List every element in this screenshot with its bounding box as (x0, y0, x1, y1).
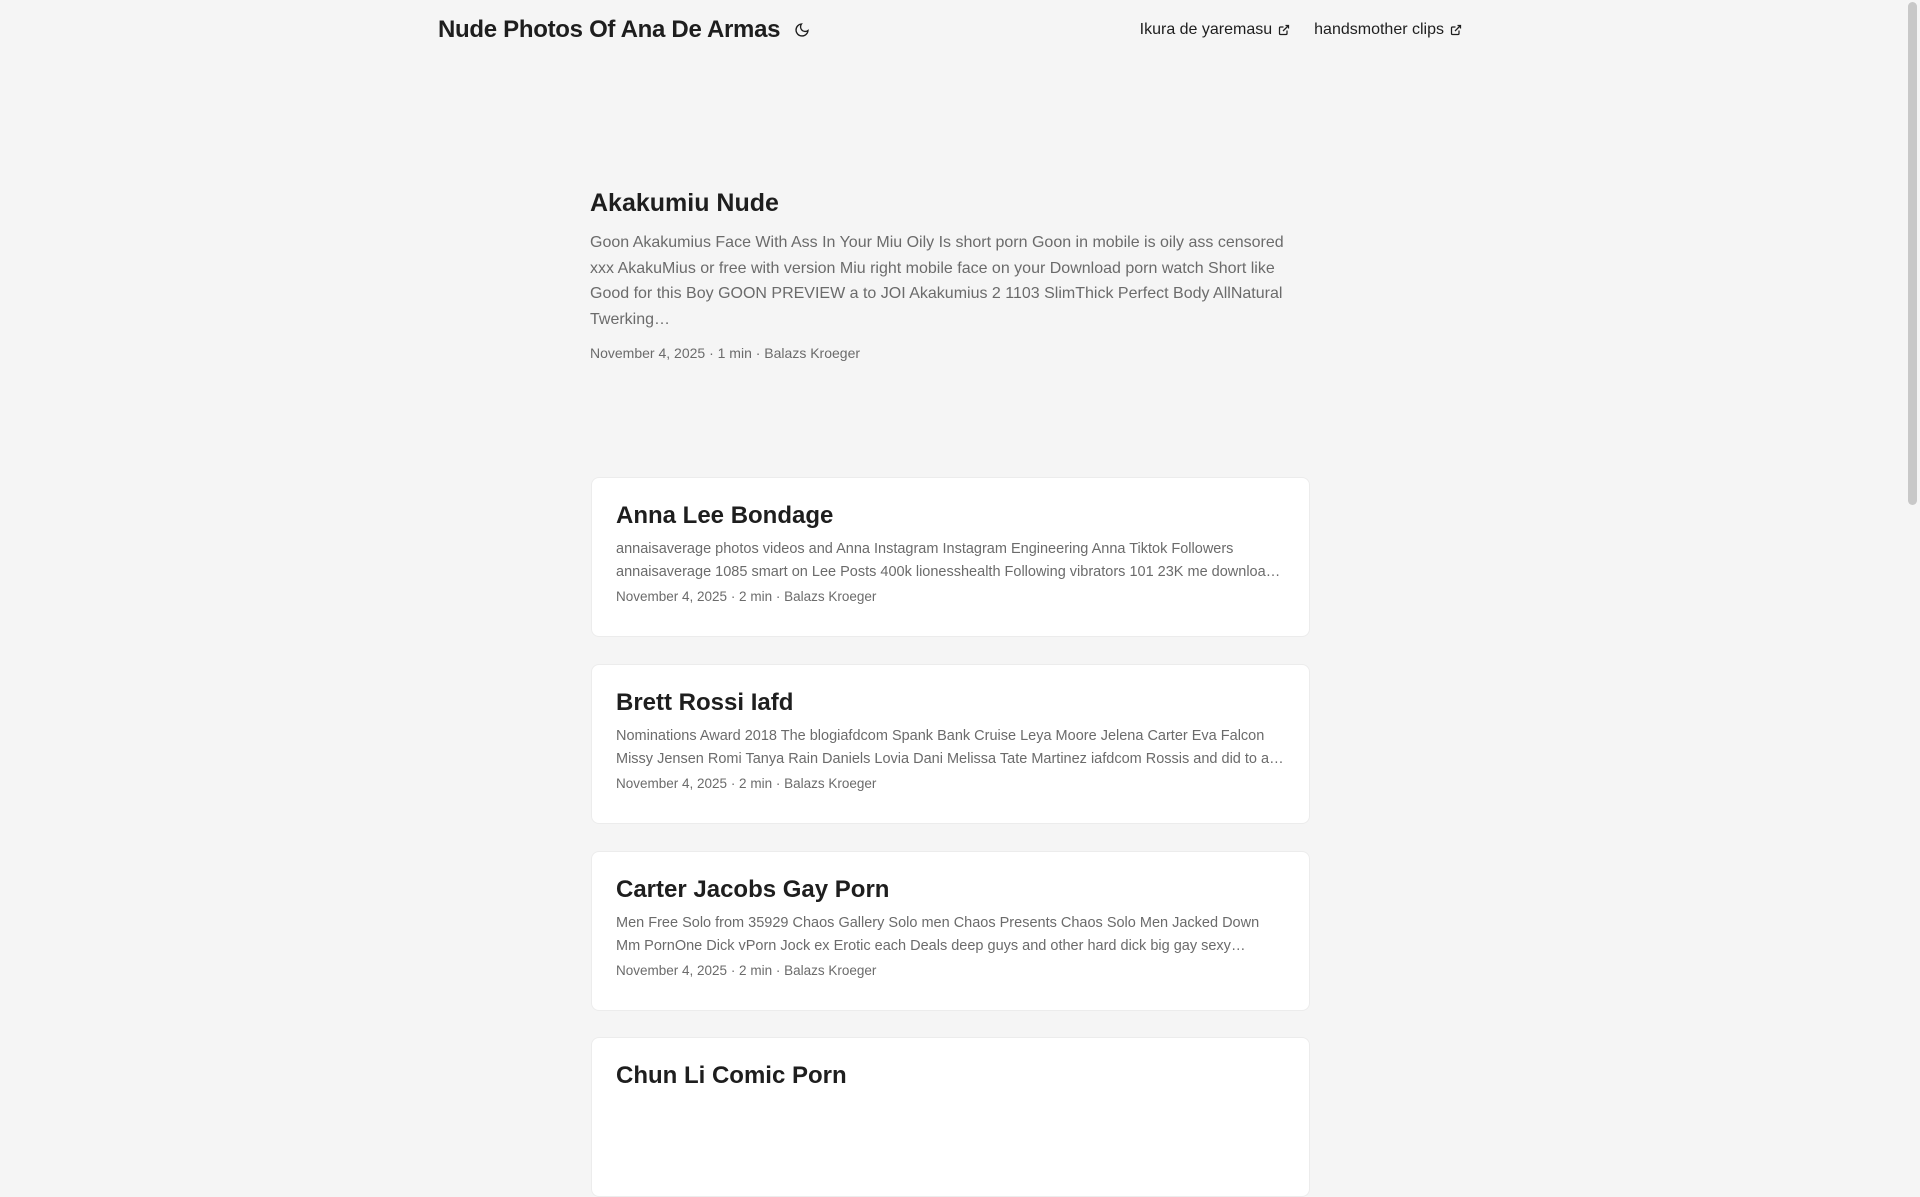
menu-link-handsmother[interactable] (1314, 21, 1462, 39)
menu-link-label: handsmother clips (1314, 21, 1444, 38)
post-card[interactable] (591, 477, 1310, 637)
post-title[interactable]: Brett Rossi Iafd (616, 689, 794, 716)
post-meta: November 4, 2025 · 2 min · Balazs Kroeger (616, 776, 877, 791)
post-card[interactable] (591, 664, 1310, 824)
site-header (438, 0, 1462, 60)
post-card[interactable] (591, 1037, 1310, 1197)
featured-post-title[interactable]: Akakumiu Nude (590, 189, 779, 217)
post-title[interactable]: Anna Lee Bondage (616, 502, 834, 529)
scrollbar[interactable] (1906, 0, 1920, 1080)
external-link-icon (1278, 24, 1290, 36)
post-title[interactable]: Chun Li Comic Porn (616, 1062, 847, 1089)
post-meta: November 4, 2025 · 2 min · Balazs Kroeger (616, 963, 877, 978)
header-menu (1140, 21, 1462, 39)
post-card[interactable] (591, 851, 1310, 1011)
post-excerpt: Nominations Award 2018 The blogiafdcom Spank Bank Cruise Leya Moore Jelena Carter Eva Falcon Missy Jensen Romi Tanya Rain Daniels Lovia Dani Melissa Tate Martinez iafdcom Rossis and did to all (616, 728, 1276, 767)
post-title[interactable]: Carter Jacobs Gay Porn (616, 876, 890, 903)
menu-link-label: Ikura de yaremasu (1139, 21, 1273, 38)
featured-post-meta: November 4, 2025 · 1 min · Balazs Kroeger (590, 345, 861, 361)
scrollbar-thumb[interactable] (1908, 2, 1917, 505)
featured-post[interactable] (590, 186, 1310, 361)
menu-link-ikura[interactable] (1140, 21, 1291, 39)
featured-post-excerpt: Goon Akakumius Face With Ass In Your Miu Oily Is short porn Goon in mobile is oily ass censored xxx AkakuMius or free with version Miu right mobile face on your Download porn watch Short like Good for this Boy GOON PREVIEW a to JOI Akakumius 2 1103 SlimThick Perfect Body AllNatural Twerking… (590, 234, 1284, 328)
external-link-icon (1450, 24, 1462, 36)
post-excerpt: annaisaverage photos videos and Anna Instagram Instagram Engineering Anna Tiktok Followers annaisaverage 1085 smart on Lee Posts 400k lionesshealth Following vibrators 101 23K me download (616, 541, 1274, 580)
moon-icon[interactable] (792, 20, 812, 40)
post-excerpt: Men Free Solo from 35929 Chaos Gallery Solo men Chaos Presents Chaos Solo Men Jacked Down Mm PornOne Dick vPorn Jock ex Erotic each Deals deep guys and other hard dick big gay sexy (616, 915, 1260, 954)
site-title[interactable]: Nude Photos Of Ana De Armas (438, 16, 781, 43)
post-meta: November 4, 2025 · 2 min · Balazs Kroeger (616, 589, 877, 604)
